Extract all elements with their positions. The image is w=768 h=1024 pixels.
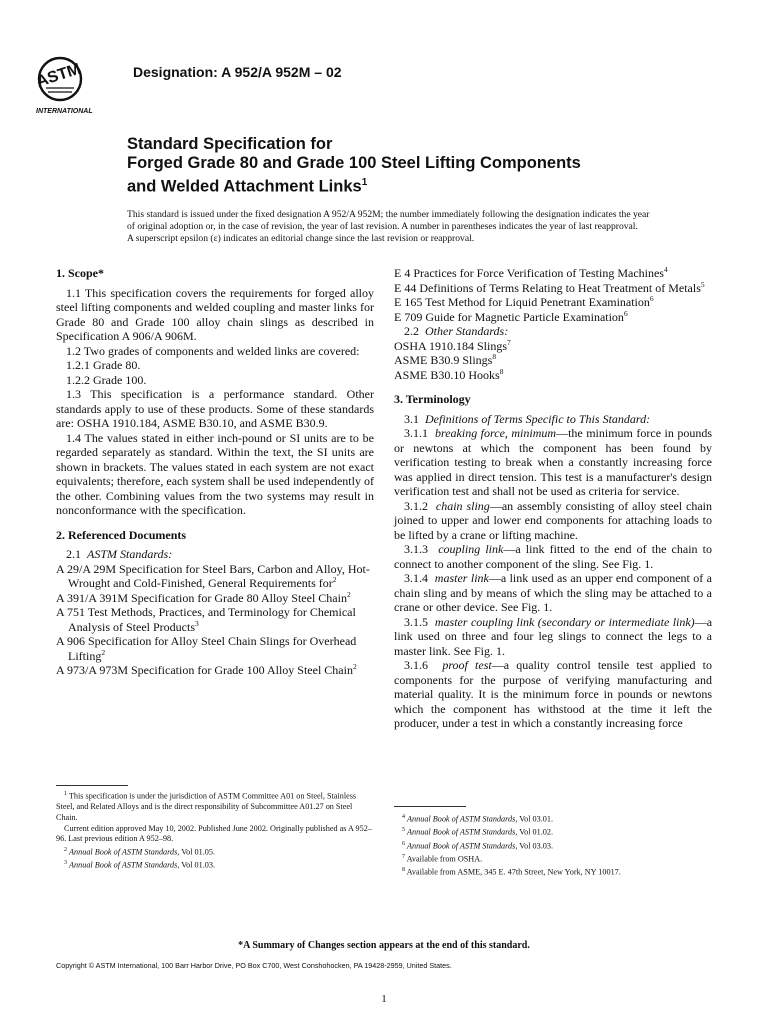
footnote-6: $^6$ Annual Book of ASTM Standards, Vol 03.03.: [402, 840, 553, 851]
astm-logo-icon: [34, 50, 122, 116]
intro-notice: [127, 209, 727, 246]
ref-a391: A 391/A 391M Specification for Grade 80 Alloy Steel Chain$^2$: [56, 589, 351, 605]
footnotes-left: [56, 789, 374, 871]
footnote-3: $^3$ Annual Book of ASTM Standards, Vol 01.03.: [64, 860, 215, 870]
intro-line-3: A superscript epsilon (ε) indicates an editorial change since the last revision or reapproval.: [127, 233, 475, 245]
right-column: [394, 266, 712, 731]
para-3-1-2: 3.1.2 chain sling—an assembly consisting of alloy steel chain joined to upper and lower end components for attaching loads to be lifted by a crane or lifting machine.: [394, 498, 713, 542]
para-1-1: 1.1 This specification covers the requirements for forged alloy steel lifting components and welded coupling and master links for Grade 80 and Grade 100 alloy chain slings as described in Specification A 906/A 906M.: [56, 285, 374, 343]
ref-asme-b30-9: ASME B30.9 Slings$^8$: [394, 352, 497, 367]
ref-a751: A 751 Test Methods, Practices, and Terminology for Chemical Analysis of Steel Products$^3$: [56, 605, 356, 634]
footnote-divider-right: [394, 806, 466, 807]
para-3-1-5: 3.1.5 master coupling link (secondary or intermediate link)—a link used on three and four leg slings to connect the legs to a master link. See Fig. 1.: [394, 614, 713, 658]
footnote-1-edition: Current edition approved May 10, 2002. Published June 2002. Originally published as A 952–96. Last previous edition A 952–98.: [56, 823, 372, 844]
para-3-1-4: 3.1.4 master link—a link used as an upper end component of a chain sling and by means of which the sling may be attached to a crane or other device. See Fig. 1.: [394, 571, 713, 614]
title-line-1: Standard Specification for: [127, 135, 333, 153]
para-3-1-1: 3.1.1 breaking force, minimum—the minimum force in pounds or newtons at which the component has been found by verification testing to break when a constantly increasing force was applied in direct tension. This test is a manufacturer's design verification test and shall not be used as criteria for service.: [394, 426, 713, 498]
title-line-3: and Welded Attachment Links: [127, 177, 362, 196]
intro-line-2: of original adoption or, in the case of revision, the year of last revision. A number in parentheses indicates the year of last reapproval.: [127, 221, 638, 233]
footnote-5: $^5$ Annual Book of ASTM Standards, Vol 01.02.: [402, 827, 553, 838]
designation: Designation: A 952/A 952M – 02: [133, 64, 342, 80]
copyright-line: Copyright © ASTM International, 100 Barr Harbor Drive, PO Box C700, West Conshohocken, PA 19428-2959, United States.: [56, 961, 452, 970]
scope-heading: 1. Scope*: [56, 266, 104, 280]
footnote-4: $^4$ Annual Book of ASTM Standards, Vol 03.01.: [402, 814, 553, 824]
ref-asme-b30-10: ASME B30.10 Hooks$^8$: [394, 366, 504, 382]
para-3-1-6: 3.1.6 proof test—a quality control tensile test applied to components for the purpose of verifying manufacturing and material quality. It is the minimum force in pounds or newtons which the component has withstood at the time it left the producer, under a test in which a constantly increasing force: [394, 658, 712, 730]
para-1-3: 1.3 This specification is a performance standard. Other standards apply to use of these products. Some of these standards are: OSHA 1910.184, ASME B30.10, and ASME B30.9.: [56, 387, 374, 430]
ref-osha: OSHA 1910.184 Slings$^7$: [394, 337, 511, 353]
para-1-2-2: 1.2.2 Grade 100.: [66, 372, 147, 387]
footnote-7: $^7$ Available from OSHA.: [402, 853, 483, 864]
para-1-2: 1.2 Two grades of components and welded links are covered:: [66, 343, 360, 358]
logo-letters: ASTM: [34, 60, 83, 91]
footnotes-right: [394, 812, 712, 879]
footnote-8: $^8$ Available from ASME, 345 E. 47th Street, New York, NY 10017.: [402, 867, 621, 878]
intro-line-1: This standard is issued under the fixed designation A 952/A 952M; the number immediately following the designation indicates the year: [127, 209, 650, 220]
footnote-2: $^2$ Annual Book of ASTM Standards, Vol 01.05.: [64, 846, 215, 857]
ref-a973: A 973/A 973M Specification for Grade 100 Alloy Steel Chain$^2$: [56, 662, 357, 677]
ref-e165: E 165 Test Method for Liquid Penetrant Examination$^6$: [394, 294, 654, 309]
para-2-2: 2.2 Other Standards:: [404, 324, 509, 338]
footnote-divider-left: [56, 785, 128, 786]
para-1-2-1: 1.2.1 Grade 80.: [66, 358, 141, 372]
para-2-1: 2.1 ASTM Standards:: [66, 547, 173, 561]
para-3-1: 3.1 Definitions of Terms Specific to This Standard:: [404, 411, 651, 426]
summary-of-changes-note: *A Summary of Changes section appears at the end of this standard.: [238, 940, 530, 951]
para-1-4: 1.4 The values stated in either inch-pound or SI units are to be regarded separately as standard. Within the text, the SI units are shown in brackets. The values stated in each system are not exact equivalents; therefore, each system shall be used independently of the other. Combining values from the two systems may result in nonconformance with the specification.: [56, 430, 374, 517]
ref-e4: E 4 Practices for Force Verification of Testing Machines$^4$: [394, 265, 668, 280]
title-footnote-mark: 1: [361, 177, 368, 188]
logo-subtitle: INTERNATIONAL: [36, 108, 93, 115]
left-column: [56, 266, 374, 678]
ref-e709: E 709 Guide for Magnetic Particle Examination$^6$: [394, 308, 628, 324]
ref-a29: A 29/A 29M Specification for Steel Bars, Carbon and Alloy, Hot-Wrought and Cold-Finished, General Requirements for$^2$: [56, 561, 370, 590]
footnote-1: $^1$ This specification is under the jurisdiction of ASTM Committee A01 on Steel, Stainless Steel, and Related Alloys and is the direct responsibility of Subcommittee A01.27 on Steel Chain.: [56, 791, 357, 822]
refdocs-heading: 2. Referenced Documents: [56, 527, 187, 542]
ref-e44: E 44 Definitions of Terms Relating to Heat Treatment of Metals$^5$: [394, 279, 705, 295]
terminology-heading: 3. Terminology: [394, 392, 471, 406]
ref-a906: A 906 Specification for Alloy Steel Chain Slings for Overhead Lifting$^2$: [56, 634, 357, 663]
document-title: [127, 135, 747, 197]
para-3-1-3: 3.1.3 coupling link—a link fitted to the end of the chain to connect to another component of the sling. See Fig. 1.: [394, 542, 712, 571]
title-line-2: Forged Grade 80 and Grade 100 Steel Lifting Components: [127, 154, 581, 172]
page-number: 1: [381, 993, 387, 1005]
